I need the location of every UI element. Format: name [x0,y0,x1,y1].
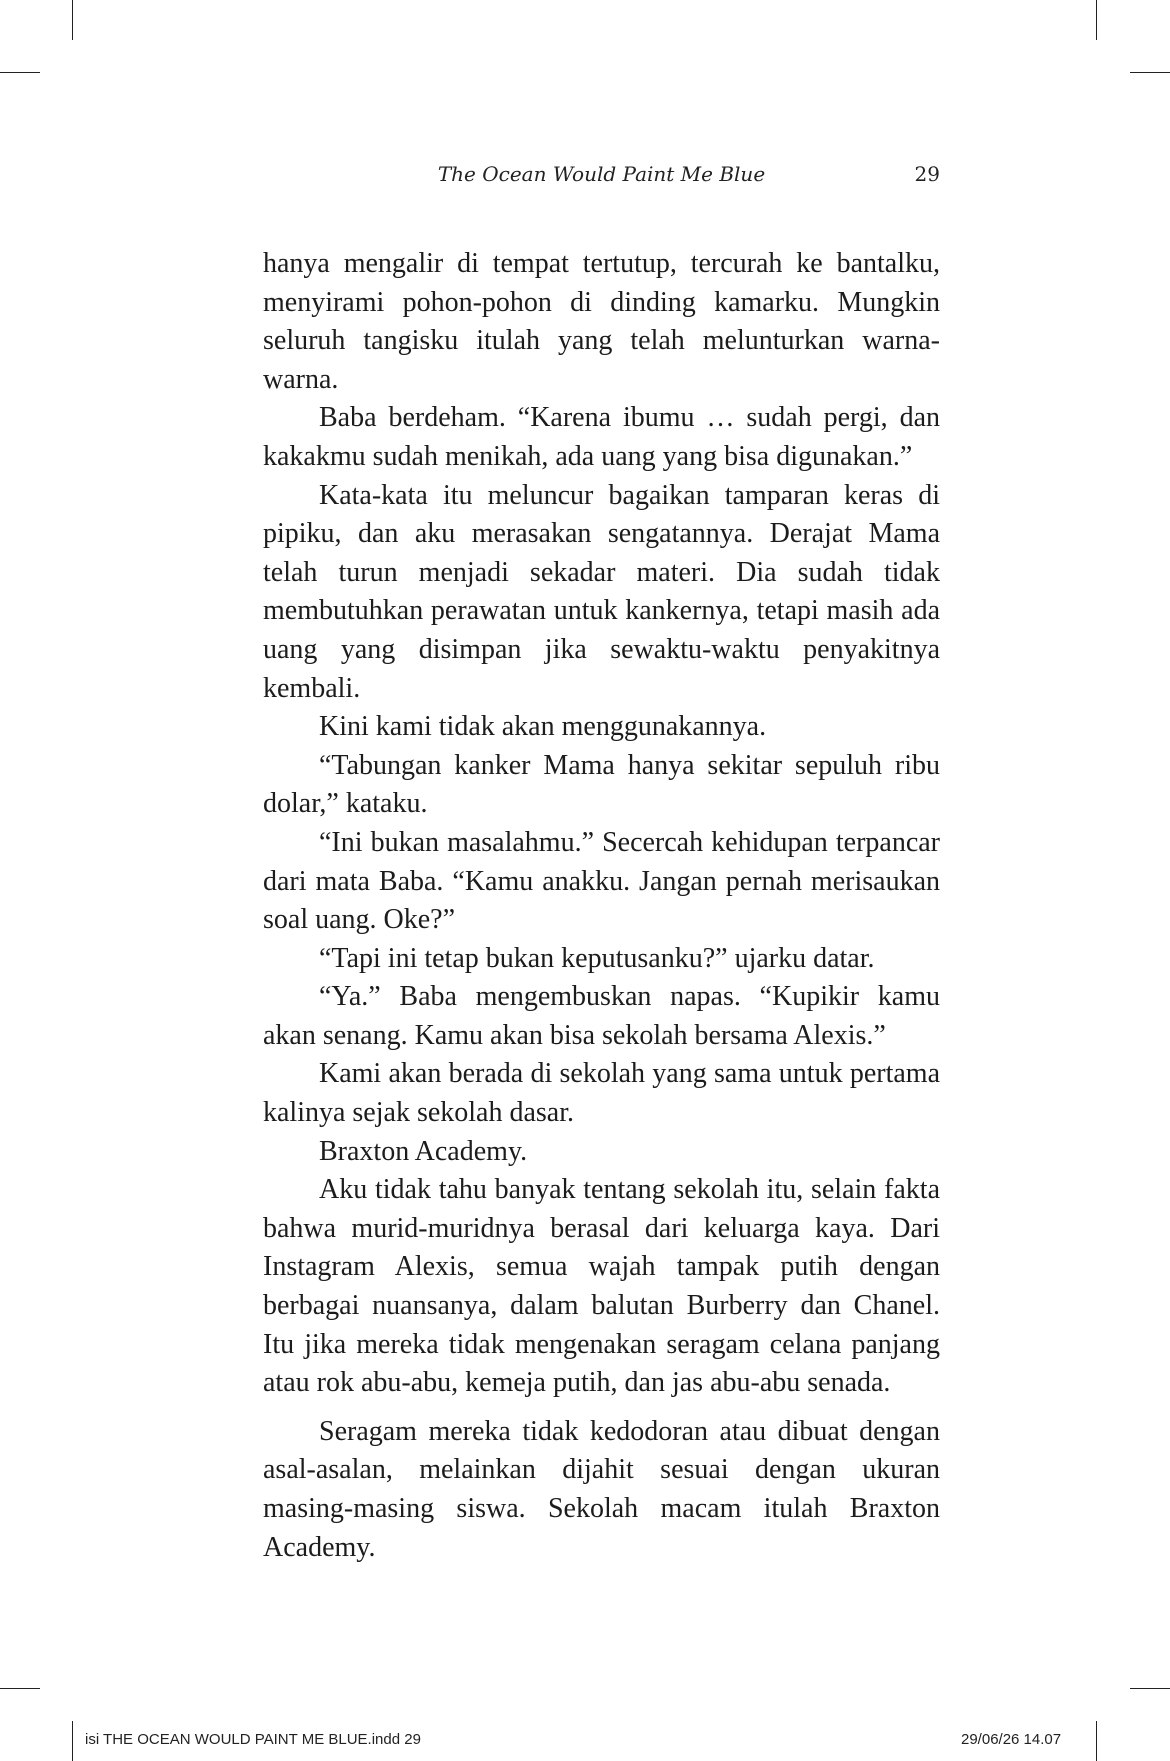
crop-mark-top-right [1096,0,1097,40]
paragraph: “Ini bukan masalahmu.” Secercah kehidupan terpancar dari mata Baba. “Kamu anakku. Jangan pernah merisaukan soal uang. Oke?” [263,826,940,936]
paragraph: Aku tidak tahu banyak tentang sekolah itu, selain fakta bahwa murid-muridnya berasal dari keluarga kaya. Dari Instagram Alexis, semua wajah tampak putih dengan berbagai nuansanya, dalam balutan Burberry dan Chanel. Itu jika mereka tidak mengenakan seragam celana panjang atau rok abu-abu, kemeja putih, dan jas abu-abu senada. [263,1174,940,1399]
crop-mark-bottom-right [1096,1721,1097,1761]
page-number: 29 [914,162,940,186]
paragraph: Kini kami tidak akan menggunakannya. [319,711,767,743]
crop-mark-top-right-h [1130,72,1170,73]
paragraph: hanya mengalir di tempat tertutup, tercurah ke bantalku, menyirami pohon-pohon di dinding kamarku. Mungkin seluruh tangisku itulah yang telah melunturkan warna-warna. [263,248,940,395]
crop-mark-bottom-left-h [0,1688,40,1689]
paragraph: “Ya.” Baba mengembuskan napas. “Kupikir kamu akan senang. Kamu akan bisa sekolah bersama Alexis.” [263,981,940,1051]
crop-mark-top-left-h [0,72,40,73]
slug-datetime: 29/06/26 14.07 [961,1731,1062,1748]
crop-mark-bottom-right-h [1130,1688,1170,1689]
paragraph: Kami akan berada di sekolah yang sama untuk pertama kalinya sejak sekolah dasar. [263,1058,940,1129]
crop-mark-bottom-left [72,1721,73,1761]
book-title: The Ocean Would Paint Me Blue [437,162,766,186]
crop-mark-top-left [72,0,73,40]
paragraph: Kata-kata itu meluncur bagaikan tamparan keras di pipiku, dan aku merasakan sengatannya. Derajat Mama telah turun menjadi sekadar materi. Dia sudah tidak membutuhkan perawatan untuk kankernya, tetapi masih ada uang yang disimpan jika sewaktu-waktu penyakitnya kembali. [263,479,940,704]
paragraph: Seragam mereka tidak kedodoran atau dibuat dengan asal-asalan, melainkan dijahit sesuai dengan ukuran masing-masing siswa. Sekolah macam itulah Braxton Academy. [263,1415,940,1563]
paragraph: Braxton Academy. [319,1135,528,1167]
paragraph: “Tabungan kanker Mama hanya sekitar sepuluh ribu dolar,” kataku. [263,749,940,820]
paragraph: Baba berdeham. “Karena ibumu … sudah pergi, dan kakakmu sudah menikah, ada uang yang bisa digunakan.” [263,402,940,472]
body-text [263,245,940,1567]
slug-filename: isi THE OCEAN WOULD PAINT ME BLUE.indd 29 [85,1731,421,1748]
paragraph: “Tapi ini tetap bukan keputusanku?” ujarku datar. [319,942,875,974]
